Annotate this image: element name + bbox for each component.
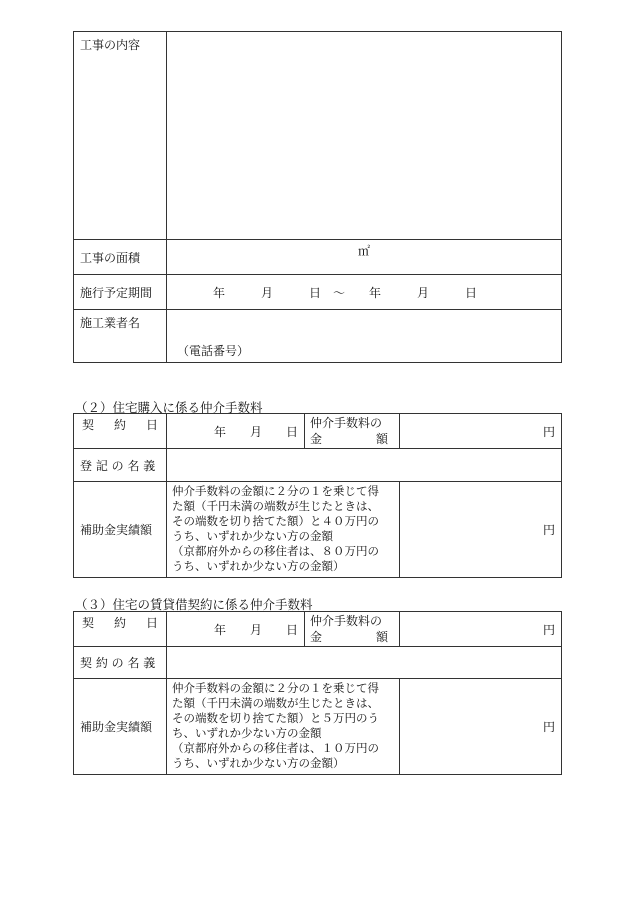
s2-subsidy-desc: 仲介手数料の金額に２分の１を乗じて得 た額（千円未満の端数が生じたときは、 その端数を切り捨てた額）と４０万円の うち、いずれか少ない方の金額 （京都府外からの移住者は、８０万円の うち、いずれか少ない方の金額） [167, 482, 400, 578]
s3-fee-label: 仲介手数料の 金 額 [305, 612, 400, 647]
works-content-label: 工事の内容 [74, 32, 167, 240]
phone-label: （電話番号） [177, 344, 250, 358]
works-area-field[interactable] [167, 240, 562, 275]
s3-subsidy-desc: 仲介手数料の金額に２分の１を乗じて得 た額（千円未満の端数が生じたときは、 その端数を切り捨てた額）と５万円のう ち、いずれか少ない方の金額 （京都府外からの移住者は、１０万円の うち、いずれか少ない方の金額） [167, 679, 400, 775]
section2-title: （２）住宅購入に係る仲介手数料 [75, 400, 263, 415]
period-text: 年 月 日 ～ 年 月 日 [213, 285, 478, 300]
s2-fee-label: 仲介手数料の 金 額 [305, 414, 400, 449]
purchase-fee-table [73, 413, 562, 578]
s2-subsidy-label: 補助金実績額 [74, 482, 167, 578]
s2-fee-field[interactable]: 円 [400, 414, 562, 449]
works-period-field[interactable] [167, 275, 562, 310]
s3-fee-field[interactable]: 円 [400, 612, 562, 647]
section3-title: （３）住宅の賃貸借契約に係る仲介手数料 [75, 597, 313, 612]
works-contractor-label: 施工業者名 [74, 310, 167, 363]
rental-fee-table [73, 611, 562, 775]
s2-contract-date-label: 契 約 日 [74, 414, 167, 449]
area-unit: ㎡ [357, 244, 370, 258]
s2-subsidy-field[interactable]: 円 [400, 482, 562, 578]
s2-name-field[interactable] [167, 449, 562, 482]
s3-contract-date-field[interactable]: 年 月 日 [167, 612, 305, 647]
s3-name-label: 契 約 の 名 義 [74, 647, 167, 679]
s2-name-label: 登 記 の 名 義 [74, 449, 167, 482]
s3-name-field[interactable] [167, 647, 562, 679]
works-table [73, 31, 562, 363]
s2-contract-date-field[interactable]: 年 月 日 [167, 414, 305, 449]
s3-contract-date-label: 契 約 日 [74, 612, 167, 647]
works-period-label: 施行予定期間 [74, 275, 167, 310]
works-content-field[interactable] [167, 32, 562, 240]
works-contractor-field[interactable] [167, 310, 562, 363]
s3-subsidy-field[interactable]: 円 [400, 679, 562, 775]
works-area-label: 工事の面積 [74, 240, 167, 275]
s3-subsidy-label: 補助金実績額 [74, 679, 167, 775]
